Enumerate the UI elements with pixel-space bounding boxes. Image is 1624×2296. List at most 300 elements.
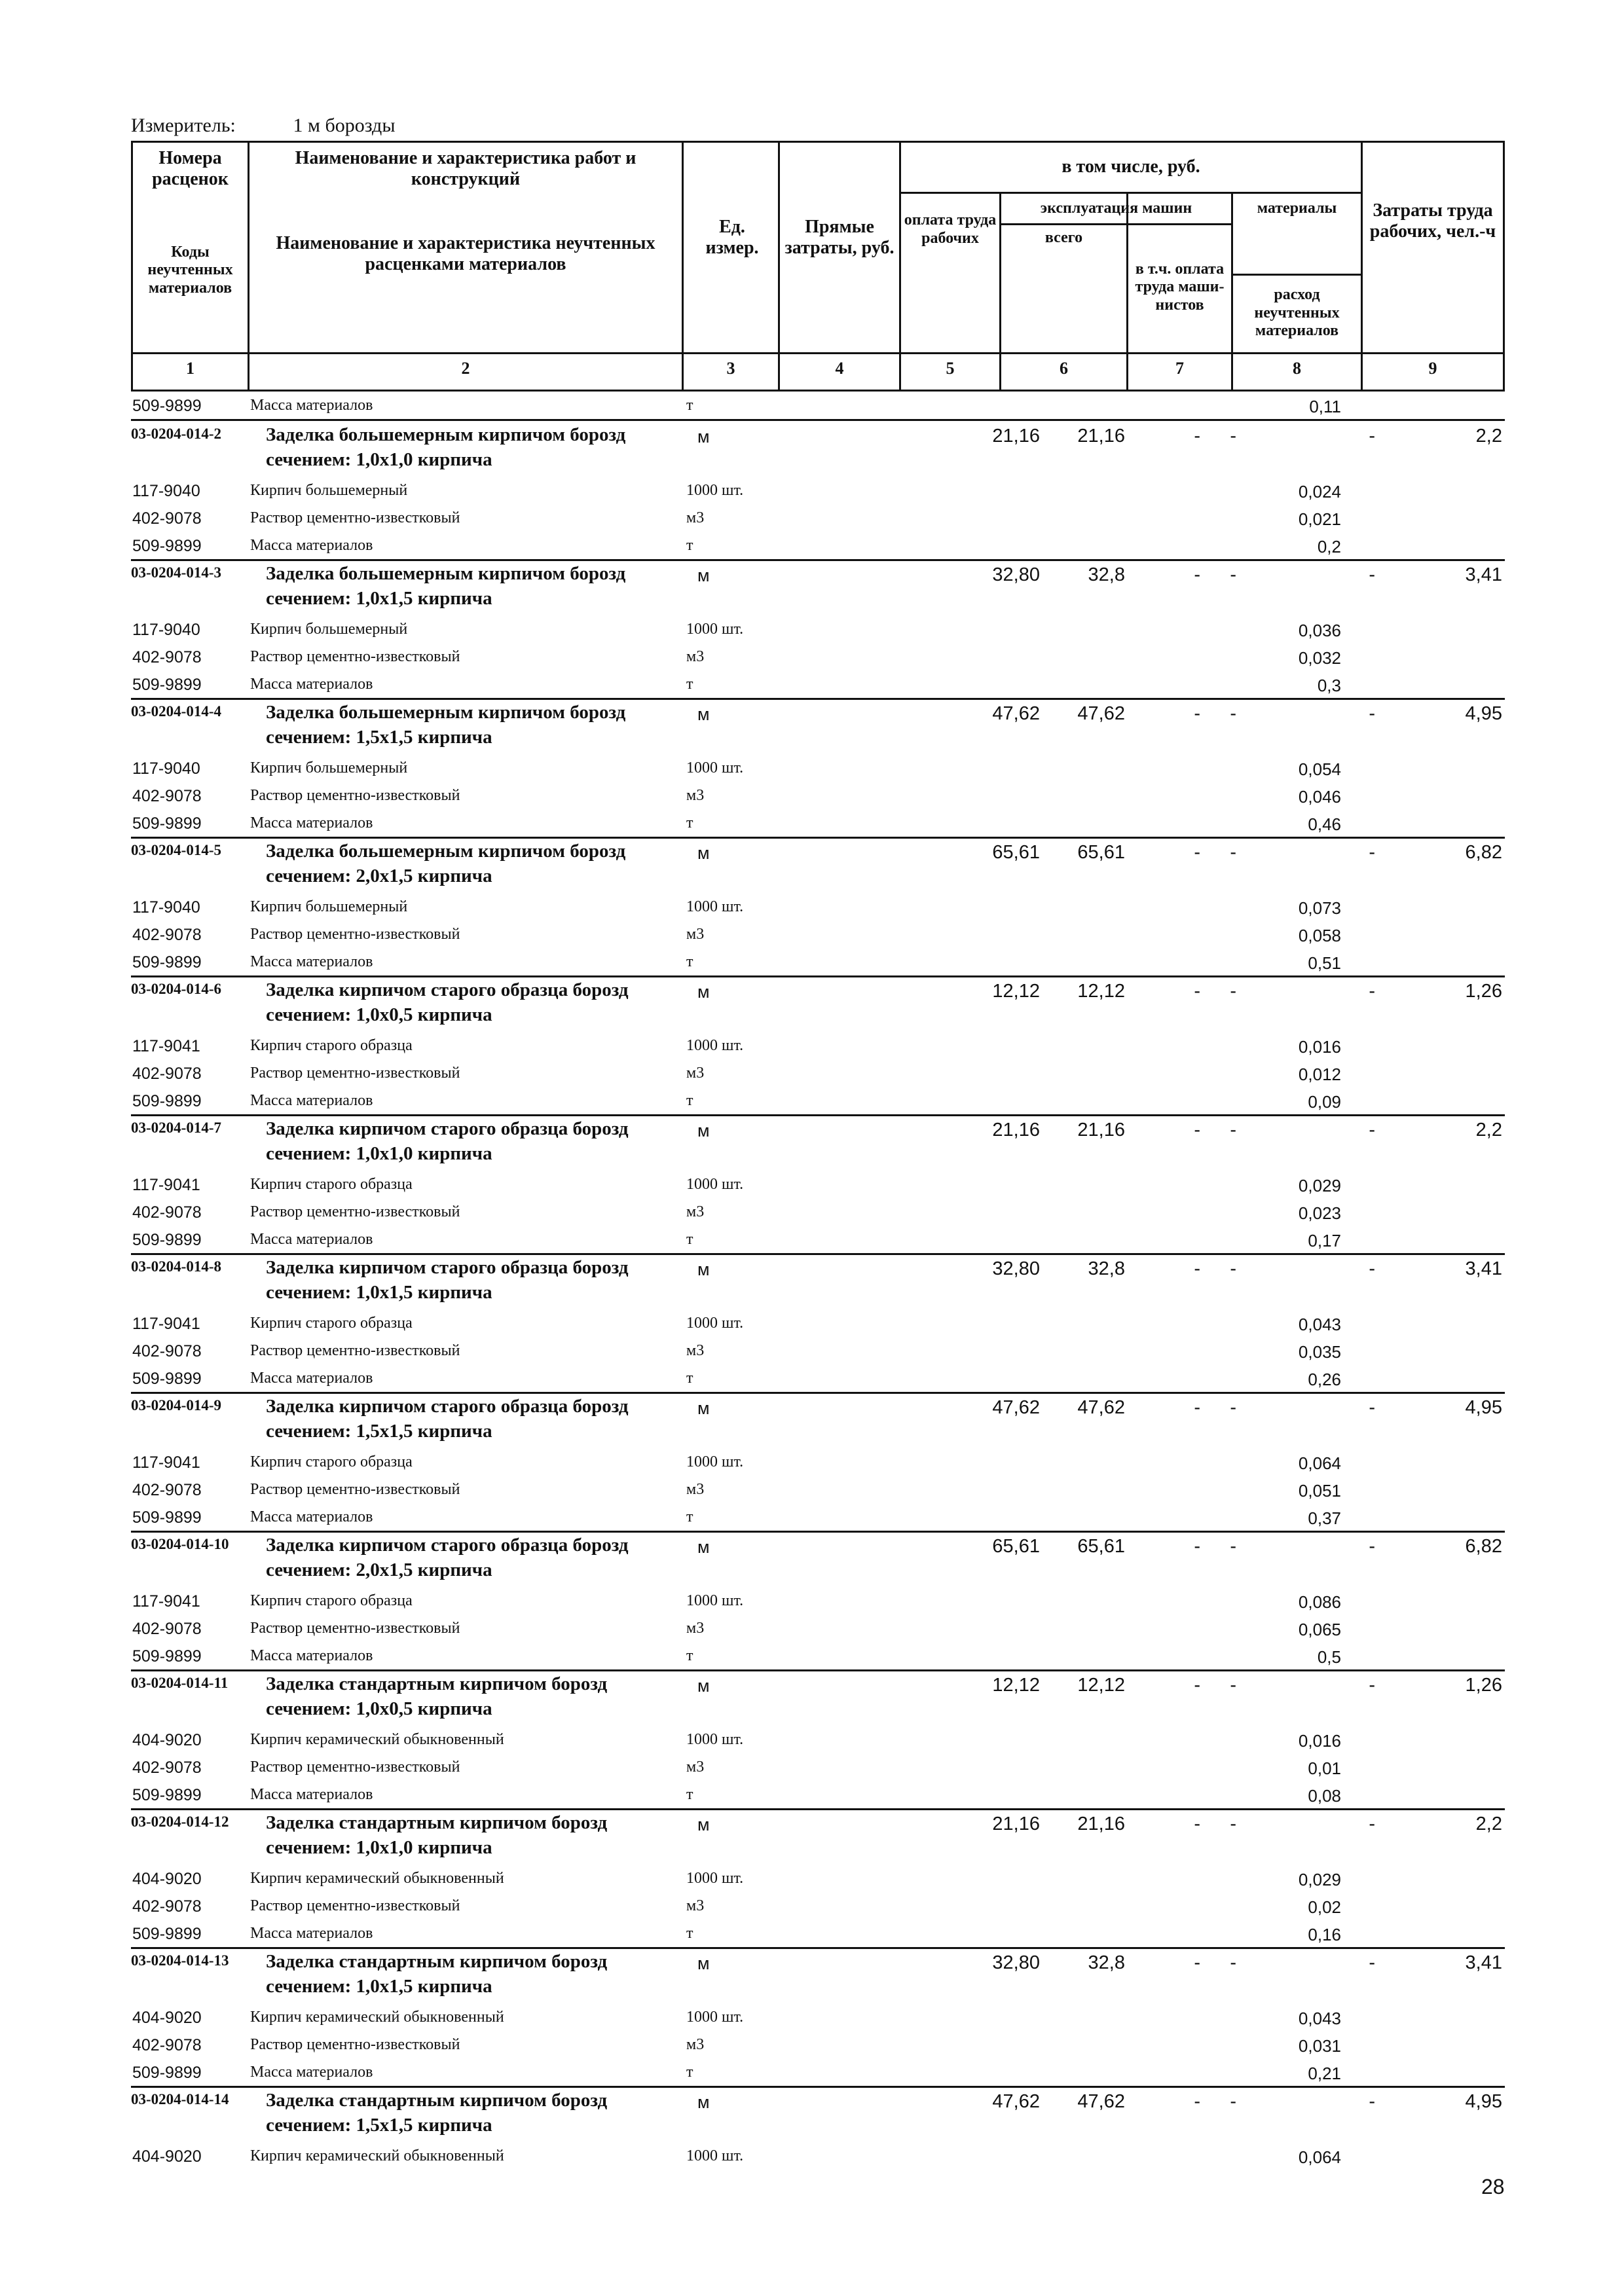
material-consumption: 0,3	[1317, 676, 1341, 695]
direct-costs: 21,16	[992, 426, 1040, 446]
material-name: Масса материалов	[250, 676, 373, 693]
material-row	[131, 1726, 1505, 1753]
materials-cost: -	[1369, 1813, 1375, 1834]
rate-row	[131, 838, 1505, 893]
operators-pay: -	[1230, 426, 1236, 446]
rate-unit: м	[697, 427, 710, 446]
material-row	[131, 1198, 1505, 1226]
operators-pay: -	[1230, 1813, 1236, 1834]
material-consumption: 0,029	[1298, 1176, 1341, 1195]
material-consumption: 0,02	[1308, 1897, 1341, 1917]
material-consumption: 0,054	[1298, 759, 1341, 779]
rate-code: 03-0204-014-8	[131, 1258, 221, 1275]
material-consumption: 0,029	[1298, 1870, 1341, 1889]
material-name: Масса материалов	[250, 1231, 373, 1248]
material-code: 509-9899	[132, 397, 202, 415]
rate-row	[131, 1810, 1505, 1865]
rate-name: Заделка стандартным кирпичом борозд	[266, 1673, 608, 1694]
material-code: 509-9899	[132, 1231, 202, 1249]
material-unit: 1000 шт.	[686, 1731, 744, 1748]
rate-code: 03-0204-014-12	[131, 1813, 229, 1830]
materials-cost: -	[1369, 1397, 1375, 1418]
material-code: 402-9078	[132, 509, 202, 528]
labor-hours: 2,2	[1475, 426, 1502, 446]
rate-unit: м	[697, 1676, 710, 1696]
labor-pay: 12,12	[1077, 981, 1125, 1002]
rate-name: Заделка стандартным кирпичом борозд	[266, 2090, 608, 2111]
material-unit: 1000 шт.	[686, 898, 744, 915]
material-name: Кирпич старого образца	[250, 1176, 413, 1193]
labor-pay: 65,61	[1077, 842, 1125, 863]
material-name: Масса материалов	[250, 397, 373, 414]
direct-costs: 12,12	[992, 981, 1040, 1002]
col-number: 3	[726, 359, 735, 378]
header-work-name: Наименование и характеристика работ и конструкций	[295, 147, 637, 189]
materials-cost: -	[1369, 1536, 1375, 1557]
rate-code: 03-0204-014-4	[131, 703, 221, 720]
material-consumption: 0,17	[1308, 1231, 1341, 1250]
direct-costs: 21,16	[992, 1813, 1040, 1834]
labor-pay: 32,8	[1088, 1258, 1125, 1279]
direct-costs: 12,12	[992, 1675, 1040, 1696]
material-name: Раствор цементно-известковый	[250, 648, 460, 665]
rate-name: Заделка большемерным кирпичом борозд	[266, 563, 626, 584]
col-number: 2	[461, 359, 470, 378]
direct-costs: 65,61	[992, 1536, 1040, 1557]
header-labor-pay: оплата труда рабочих	[904, 211, 997, 247]
measure-value: 1 м борозды	[293, 115, 396, 136]
material-unit: м3	[686, 1342, 705, 1359]
rate-name: Заделка кирпичом старого образца борозд	[266, 1396, 629, 1417]
rate-code: 03-0204-014-7	[131, 1120, 221, 1136]
material-consumption: 0,21	[1308, 2064, 1341, 2083]
material-row	[131, 1753, 1505, 1781]
material-consumption: 0,065	[1298, 1620, 1341, 1639]
material-unit: м3	[686, 1897, 705, 1914]
material-code: 402-9078	[132, 787, 202, 805]
material-consumption: 0,01	[1308, 1758, 1341, 1778]
material-row	[131, 1642, 1505, 1671]
rate-name: Заделка большемерным кирпичом борозд	[266, 424, 626, 445]
material-row	[131, 643, 1505, 670]
col-number: 1	[186, 359, 194, 378]
header-operators-pay: в т.ч. оплата труда маши-нистов	[1135, 260, 1225, 314]
machines-total: -	[1194, 981, 1200, 1002]
material-consumption: 0,031	[1298, 2036, 1341, 2056]
material-unit: т	[686, 1231, 693, 1248]
machines-total: -	[1194, 1813, 1200, 1834]
material-code: 509-9899	[132, 1092, 202, 1110]
material-unit: 1000 шт.	[686, 1315, 744, 1332]
rate-section: сечением: 1,5х1,5 кирпича	[266, 727, 492, 748]
material-row	[131, 1448, 1505, 1476]
direct-costs: 47,62	[992, 2091, 1040, 2112]
material-consumption: 0,024	[1298, 482, 1341, 501]
material-row	[131, 2031, 1505, 2058]
header-material-codes: Коды неучтенных материалов	[147, 243, 233, 297]
direct-costs: 32,80	[992, 564, 1040, 585]
material-consumption: 0,073	[1298, 898, 1341, 918]
material-row	[131, 1309, 1505, 1337]
rate-section: сечением: 2,0х1,5 кирпича	[266, 866, 492, 886]
material-name: Раствор цементно-известковый	[250, 1620, 460, 1637]
material-code: 509-9899	[132, 1925, 202, 1943]
material-code: 117-9041	[132, 1315, 200, 1333]
labor-hours: 6,82	[1465, 1536, 1502, 1557]
rate-unit: м	[697, 1398, 710, 1418]
material-row	[131, 1865, 1505, 1892]
material-name: Кирпич большемерный	[250, 898, 408, 915]
material-name: Раствор цементно-известковый	[250, 1342, 460, 1359]
rate-section: сечением: 1,0х0,5 кирпича	[266, 1004, 492, 1025]
header-including: в том числе, руб.	[1061, 156, 1200, 177]
material-row	[131, 1226, 1505, 1255]
col-number: 9	[1428, 359, 1437, 378]
material-name: Раствор цементно-известковый	[250, 509, 460, 526]
col-number: 8	[1293, 359, 1301, 378]
material-unit: м3	[686, 1620, 705, 1637]
material-consumption: 0,035	[1298, 1342, 1341, 1362]
material-code: 509-9899	[132, 1647, 202, 1666]
material-unit: т	[686, 537, 693, 554]
labor-hours: 4,95	[1465, 703, 1502, 724]
labor-hours: 2,2	[1475, 1813, 1502, 1834]
material-row	[131, 782, 1505, 809]
material-code: 117-9041	[132, 1176, 200, 1194]
material-consumption: 0,46	[1308, 814, 1341, 834]
material-unit: т	[686, 397, 693, 414]
material-row	[131, 1087, 1505, 1116]
material-unit: м3	[686, 1481, 705, 1498]
material-row	[131, 1503, 1505, 1533]
material-name: Раствор цементно-известковый	[250, 2036, 460, 2053]
direct-costs: 21,16	[992, 1120, 1040, 1140]
material-code: 117-9040	[132, 482, 200, 500]
rate-row	[131, 1948, 1505, 2003]
rate-code: 03-0204-014-2	[131, 426, 221, 442]
material-row	[131, 615, 1505, 643]
labor-pay: 21,16	[1077, 1813, 1125, 1834]
machines-total: -	[1194, 1952, 1200, 1973]
rate-section: сечением: 2,0х1,5 кирпича	[266, 1559, 492, 1580]
material-name: Кирпич большемерный	[250, 621, 408, 638]
operators-pay: -	[1230, 1397, 1236, 1418]
header-material-name: Наименование и характеристика неучтенных расценками материалов	[276, 232, 655, 274]
material-consumption: 0,11	[1309, 397, 1341, 416]
material-name: Раствор цементно-известковый	[250, 1481, 460, 1498]
col-number: 6	[1060, 359, 1068, 378]
header-materials: материалы	[1257, 199, 1337, 217]
col-number: 5	[946, 359, 955, 378]
material-code: 117-9040	[132, 759, 200, 778]
rate-code: 03-0204-014-6	[131, 981, 221, 997]
rate-section: сечением: 1,0х1,5 кирпича	[266, 1976, 492, 1997]
header-machines-total: всего	[1044, 229, 1083, 247]
material-unit: т	[686, 1925, 693, 1942]
material-name: Раствор цементно-известковый	[250, 1065, 460, 1082]
labor-pay: 12,12	[1077, 1675, 1125, 1696]
material-consumption: 0,51	[1308, 953, 1341, 973]
operators-pay: -	[1230, 2091, 1236, 2112]
material-code: 402-9078	[132, 1342, 202, 1360]
rate-unit: м	[697, 843, 710, 863]
material-name: Раствор цементно-известковый	[250, 787, 460, 804]
rate-unit: м	[697, 982, 710, 1002]
material-unit: м3	[686, 926, 705, 943]
material-row	[131, 948, 1505, 977]
material-code: 404-9020	[132, 2009, 202, 2027]
material-unit: т	[686, 2064, 693, 2081]
material-row	[131, 504, 1505, 532]
rate-unit: м	[697, 704, 710, 724]
material-name: Масса материалов	[250, 953, 373, 970]
rate-section: сечением: 1,0х1,0 кирпича	[266, 449, 492, 470]
rate-name: Заделка большемерным кирпичом борозд	[266, 702, 626, 723]
labor-hours: 3,41	[1465, 564, 1502, 585]
machines-total: -	[1194, 1258, 1200, 1279]
direct-costs: 32,80	[992, 1258, 1040, 1279]
labor-hours: 1,26	[1465, 981, 1502, 1002]
material-row	[131, 2142, 1505, 2170]
material-name: Кирпич большемерный	[250, 759, 408, 776]
material-row	[131, 1364, 1505, 1394]
material-code: 402-9078	[132, 648, 202, 666]
material-row	[131, 1032, 1505, 1059]
material-unit: т	[686, 1370, 693, 1387]
header-unit: Ед. измер.	[705, 216, 759, 258]
direct-costs: 47,62	[992, 1397, 1040, 1418]
material-row	[131, 1171, 1505, 1198]
rate-code: 03-0204-014-14	[131, 2091, 229, 2107]
material-row	[131, 1476, 1505, 1503]
material-unit: 1000 шт.	[686, 1870, 744, 1887]
rate-row	[131, 1671, 1505, 1726]
header-rate-numbers: Номера расценок	[152, 147, 229, 189]
measure-label: Измеритель:	[131, 115, 236, 136]
machines-total: -	[1194, 564, 1200, 585]
machines-total: -	[1194, 703, 1200, 724]
rate-row	[131, 422, 1505, 477]
machines-total: -	[1194, 1120, 1200, 1140]
rate-code: 03-0204-014-10	[131, 1536, 229, 1552]
material-consumption: 0,26	[1308, 1370, 1341, 1389]
material-consumption: 0,16	[1308, 1925, 1341, 1944]
operators-pay: -	[1230, 1952, 1236, 1973]
material-name: Раствор цементно-известковый	[250, 1758, 460, 1776]
rate-name: Заделка кирпичом старого образца борозд	[266, 1118, 629, 1139]
material-row	[131, 670, 1505, 700]
operators-pay: -	[1230, 1536, 1236, 1557]
rate-unit: м	[697, 1121, 710, 1140]
labor-pay: 47,62	[1077, 1397, 1125, 1418]
rate-row	[131, 2087, 1505, 2142]
material-name: Кирпич старого образца	[250, 1592, 413, 1609]
labor-hours: 6,82	[1465, 842, 1502, 863]
material-name: Масса материалов	[250, 1647, 373, 1664]
material-row	[131, 2058, 1505, 2088]
labor-pay: 21,16	[1077, 426, 1125, 446]
material-code: 509-9899	[132, 537, 202, 555]
material-row	[131, 920, 1505, 948]
material-consumption: 0,08	[1308, 1786, 1341, 1806]
material-unit: м3	[686, 1758, 705, 1776]
rate-row	[131, 1116, 1505, 1171]
material-name: Кирпич керамический обыкновенный	[250, 1870, 504, 1887]
material-code: 117-9041	[132, 1592, 200, 1611]
machines-total: -	[1194, 1536, 1200, 1557]
materials-cost: -	[1369, 1258, 1375, 1279]
material-consumption: 0,036	[1298, 621, 1341, 640]
material-consumption: 0,043	[1298, 2009, 1341, 2028]
material-name: Раствор цементно-известковый	[250, 1203, 460, 1220]
material-code: 117-9041	[132, 1037, 200, 1055]
material-code: 509-9899	[132, 2064, 202, 2082]
material-consumption: 0,09	[1308, 1092, 1341, 1112]
labor-pay: 32,8	[1088, 1952, 1125, 1973]
rate-name: Заделка стандартным кирпичом борозд	[266, 1812, 608, 1833]
material-unit: м3	[686, 1065, 705, 1082]
material-consumption: 0,016	[1298, 1037, 1341, 1057]
material-unit: т	[686, 676, 693, 693]
material-unit: 1000 шт.	[686, 2147, 744, 2164]
material-name: Кирпич старого образца	[250, 1037, 413, 1054]
labor-hours: 4,95	[1465, 1397, 1502, 1418]
material-unit: 1000 шт.	[686, 1176, 744, 1193]
labor-pay: 47,62	[1077, 2091, 1125, 2112]
direct-costs: 32,80	[992, 1952, 1040, 1973]
material-code: 402-9078	[132, 1758, 202, 1777]
material-row	[131, 754, 1505, 782]
material-unit: 1000 шт.	[686, 1453, 744, 1470]
material-row	[131, 1614, 1505, 1642]
material-code: 509-9899	[132, 1370, 202, 1388]
col-number: 4	[835, 359, 844, 378]
rate-unit: м	[697, 1260, 710, 1279]
rate-unit: м	[697, 1815, 710, 1834]
rate-code: 03-0204-014-13	[131, 1952, 229, 1969]
operators-pay: -	[1230, 703, 1236, 724]
material-name: Кирпич керамический обыкновенный	[250, 2009, 504, 2026]
labor-pay: 65,61	[1077, 1536, 1125, 1557]
operators-pay: -	[1230, 564, 1236, 585]
material-consumption: 0,032	[1298, 648, 1341, 668]
material-row	[131, 477, 1505, 504]
material-row	[131, 392, 1505, 421]
rate-name: Заделка стандартным кирпичом борозд	[266, 1951, 608, 1972]
material-name: Масса материалов	[250, 1786, 373, 1803]
rate-row	[131, 699, 1505, 754]
labor-hours: 3,41	[1465, 1952, 1502, 1973]
rate-code: 03-0204-014-11	[131, 1675, 229, 1691]
material-unit: 1000 шт.	[686, 2009, 744, 2026]
material-code: 402-9078	[132, 2036, 202, 2054]
rate-unit: м	[697, 2092, 710, 2112]
material-row	[131, 1059, 1505, 1087]
rate-name: Заделка кирпичом старого образца борозд	[266, 1257, 629, 1278]
material-consumption: 0,064	[1298, 2147, 1341, 2167]
rate-code: 03-0204-014-9	[131, 1397, 221, 1413]
material-unit: 1000 шт.	[686, 621, 744, 638]
material-row	[131, 2003, 1505, 2031]
materials-cost: -	[1369, 842, 1375, 863]
operators-pay: -	[1230, 1258, 1236, 1279]
materials-cost: -	[1369, 703, 1375, 724]
rate-section: сечением: 1,0х1,0 кирпича	[266, 1837, 492, 1858]
material-row	[131, 1892, 1505, 1920]
machines-total: -	[1194, 1397, 1200, 1418]
materials-cost: -	[1369, 564, 1375, 585]
material-unit: т	[686, 814, 693, 831]
material-code: 402-9078	[132, 1203, 202, 1222]
material-code: 402-9078	[132, 1620, 202, 1638]
rate-section: сечением: 1,0х1,5 кирпича	[266, 588, 492, 609]
rate-row	[131, 977, 1505, 1032]
material-name: Кирпич керамический обыкновенный	[250, 1731, 504, 1748]
material-consumption: 0,021	[1298, 509, 1341, 529]
material-name: Масса материалов	[250, 537, 373, 554]
rate-section: сечением: 1,5х1,5 кирпича	[266, 2115, 492, 2136]
rate-row	[131, 1393, 1505, 1448]
material-code: 402-9078	[132, 926, 202, 944]
col-number: 7	[1175, 359, 1184, 378]
material-row	[131, 1920, 1505, 1949]
material-unit: 1000 шт.	[686, 1592, 744, 1609]
materials-cost: -	[1369, 1952, 1375, 1973]
operators-pay: -	[1230, 981, 1236, 1002]
operators-pay: -	[1230, 842, 1236, 863]
material-name: Масса материалов	[250, 2064, 373, 2081]
materials-cost: -	[1369, 1120, 1375, 1140]
material-consumption: 0,2	[1317, 537, 1341, 556]
material-code: 509-9899	[132, 1786, 202, 1804]
machines-total: -	[1194, 1675, 1200, 1696]
rate-section: сечением: 1,0х1,0 кирпича	[266, 1143, 492, 1164]
material-name: Кирпич большемерный	[250, 482, 408, 499]
material-consumption: 0,37	[1308, 1508, 1341, 1528]
table-header	[131, 141, 1505, 392]
material-consumption: 0,012	[1298, 1065, 1341, 1084]
direct-costs: 47,62	[992, 703, 1040, 724]
rate-section: сечением: 1,0х0,5 кирпича	[266, 1698, 492, 1719]
rate-code: 03-0204-014-5	[131, 842, 221, 858]
rate-section: сечением: 1,5х1,5 кирпича	[266, 1421, 492, 1442]
material-name: Масса материалов	[250, 1370, 373, 1387]
labor-pay: 47,62	[1077, 703, 1125, 724]
material-name: Кирпич старого образца	[250, 1453, 413, 1470]
material-name: Кирпич старого образца	[250, 1315, 413, 1332]
material-consumption: 0,5	[1317, 1647, 1341, 1667]
labor-hours: 1,26	[1465, 1675, 1502, 1696]
material-code: 404-9020	[132, 1731, 202, 1749]
material-name: Масса материалов	[250, 1508, 373, 1525]
material-row	[131, 1587, 1505, 1614]
material-unit: м3	[686, 2036, 705, 2053]
material-name: Раствор цементно-известковый	[250, 926, 460, 943]
header-material-consumption: расход неучтенных материалов	[1254, 286, 1340, 340]
direct-costs: 65,61	[992, 842, 1040, 863]
header-direct-costs: Прямые затраты, руб.	[784, 216, 895, 258]
material-consumption: 0,064	[1298, 1453, 1341, 1473]
rate-section: сечением: 1,0х1,5 кирпича	[266, 1282, 492, 1303]
operators-pay: -	[1230, 1120, 1236, 1140]
material-unit: т	[686, 1647, 693, 1664]
material-consumption: 0,086	[1298, 1592, 1341, 1612]
labor-hours: 2,2	[1475, 1120, 1502, 1140]
rate-row	[131, 1532, 1505, 1587]
header-machines: эксплуатация машин	[1040, 199, 1192, 217]
header-labor-hours: Затраты труда рабочих, чел.-ч	[1369, 200, 1496, 242]
material-name: Масса материалов	[250, 814, 373, 831]
